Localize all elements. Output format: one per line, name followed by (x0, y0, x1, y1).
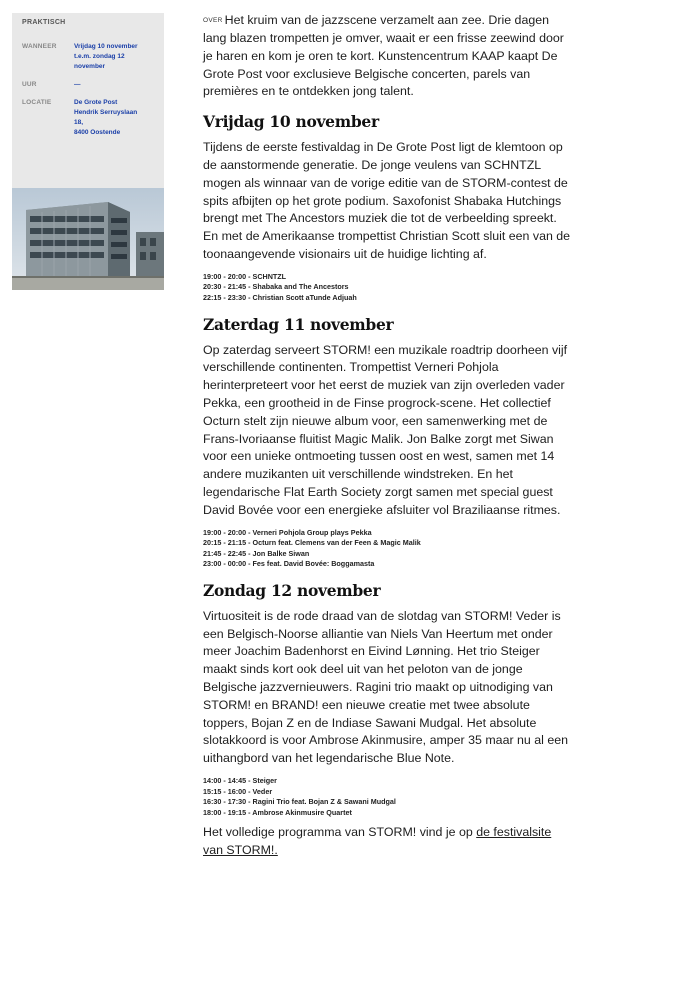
schedule-saturday (203, 528, 573, 570)
schedule-item: 23:00 - 00:00 - Fes feat. David Bovée: Boggamasta (203, 559, 375, 569)
day-heading-saturday: Zaterdag 11 november (203, 314, 394, 334)
info-card (12, 13, 164, 188)
info-row-location (22, 98, 155, 138)
footer-text: Het volledige programma van STORM! vind je op (203, 825, 477, 840)
schedule-item: 22:15 - 23:30 - Christian Scott aTunde Adjuah (203, 292, 357, 302)
day-text-sunday: Virtuositeit is de rode draad van de slotdag van STORM! Veder is een Belgisch-Noorse alliantie van Niels Van Heertum met onder meer Joachim Badenhorst en Eivind Lønning. Het trio Steiger maakt sinds kort ook deel uit van het peloton van de jonge Belgische jazzvernieuwers. Ragini trio maakt op uitnodiging van STORM! en BRAND! een nieuwe creatie met twee absolute toppers, Bojan Z en de Indiase Sawani Mudgal. Het absolute slotakkoord is voor Ambrose Akinmusire, amper 35 maar nu al een uithangbord van het legendarische Blue Note. (203, 608, 569, 766)
schedule-item: 21:45 - 22:45 - Jon Balke Siwan (203, 548, 310, 558)
practical-info-sidebar (12, 13, 164, 290)
schedule-item: 15:15 - 16:00 - Veder (203, 786, 273, 796)
schedule-sunday (203, 776, 573, 818)
info-label-location: LOCATIE (22, 99, 52, 106)
venue-building-photo (12, 188, 164, 290)
info-value-when[interactable]: Vrijdag 10 november t.e.m. zondag 12 november (74, 43, 138, 70)
schedule-item: 16:30 - 17:30 - Ragini Trio feat. Bojan Z & Sawani Mudgal (203, 797, 396, 807)
schedule-item: 20:30 - 21:45 - Shabaka and The Ancestors (203, 282, 349, 292)
intro-tag: OVER (203, 17, 223, 24)
day-section-sunday (203, 581, 573, 819)
info-label-when: WANNEER (22, 43, 57, 50)
info-label-time: UUR (22, 81, 37, 88)
day-text-friday: Tijdens de eerste festivaldag in De Grote Post ligt de klemtoon op de aanstormende generatie. De jonge veulens van SCHNTZL mogen als winnaar van de vorige editie van de STORM-contest de spits afbijten op het grote podium. Saxofonist Shabaka Hutchings brengt met The Ancestors muziek die tot de verbeelding spreekt. En met de Amerikaanse trompettist Christian Scott sluit een van de toonaangevende visionairs uit de huidige lichting af. (203, 140, 571, 261)
footer-note (203, 824, 573, 860)
info-title: PRAKTISCH (22, 19, 66, 26)
day-section-friday (203, 112, 573, 303)
schedule-item: 19:00 - 20:00 - Verneri Pohjola Group plays Pekka (203, 527, 372, 537)
info-value-location[interactable]: De Grote Post Hendrik Serruyslaan 18, 8400 Oostende (74, 99, 138, 136)
intro-text: Het kruim van de jazzscene verzamelt aan zee. Drie dagen lang blazen trompetten je omver, waait er een frisse zeewind door je haren en kom je oren te kort. Kunstencentrum KAAP kaapt De Grote Post voor exclusieve Belgische concerten, parels van premières en te ontdekken jong talent. (203, 13, 564, 99)
schedule-item: 18:00 - 19:15 - Ambrose Akinmusire Quartet (203, 807, 352, 817)
day-heading-friday: Vrijdag 10 november (203, 112, 379, 132)
schedule-item: 14:00 - 14:45 - Steiger (203, 776, 277, 786)
day-text-saturday: Op zaterdag serveert STORM! een muzikale roadtrip doorheen vijf verschillende continenten. Trompettist Verneri Pohjola herinterpreteert voor het eerst de muziek van zijn overleden vader Pekka, een grootheid in de Finse progrock-scene. Het collectief Octurn stelt zijn nieuwe album voor, een samenwerking met de Frans-Ivoriaanse fluitist Magic Malik. Jon Balke zorgt met Siwan voor een unieke ontmoeting tussen oost en west, samen met 14 andere muzikanten uit verschillende windstreken. En het legendarische Flat Earth Society zorgt samen met special guest David Bovée voor een energieke afsluiter vol Braziliaanse ritmes. (203, 342, 568, 517)
schedule-item: 19:00 - 20:00 - SCHNTZL (203, 271, 287, 281)
info-row-when (22, 42, 155, 72)
article-main (203, 12, 573, 860)
intro-paragraph (203, 12, 573, 101)
day-section-saturday (203, 315, 573, 570)
day-heading-sunday: Zondag 12 november (203, 580, 381, 600)
schedule-item: 20:15 - 21:15 - Octurn feat. Clemens van der Feen & Magic Malik (203, 538, 421, 548)
schedule-friday (203, 272, 573, 304)
festival-site-link[interactable]: de festivalsite van STORM!. (203, 825, 552, 858)
info-row-time (22, 80, 155, 90)
info-value-time[interactable]: — (74, 81, 81, 88)
